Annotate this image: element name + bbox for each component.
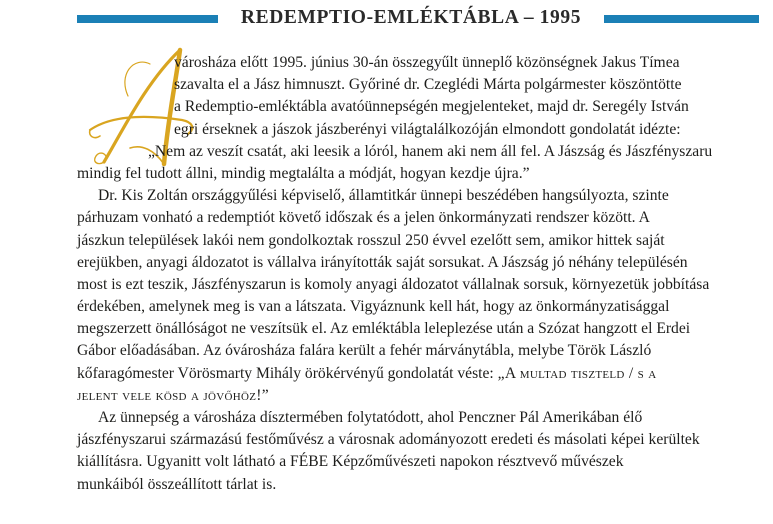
vorosmarty-quote: „A multad tiszteld / s a — [497, 364, 657, 382]
text-line: megszerzett önállóságot ne veszítsük el. Az emléktábla leleplezése után a Szózat hangzott el Erdei — [77, 320, 691, 338]
text-line: „Nem az veszít csatát, aki leesik a lóról, hanem aki nem áll fel. A Jászság és Jászfényszaru — [148, 142, 713, 160]
text-line: Dr. Kis Zoltán országgyűlési képviselő, államtitkár ünnepi beszédében hangsúlyozta, szinte — [98, 187, 669, 205]
text-line: munkáiból összeállított tárlat is. — [77, 475, 277, 493]
text-line: kiállításra. Ugyanitt volt látható a FÉBE Képzőművészeti napokon résztvevő művészek — [77, 453, 624, 471]
article-body — [77, 52, 751, 496]
text-line: jászfényszarui származású festőművész a városnak adományozott eredeti és másolati képei kerültek — [77, 431, 700, 449]
text-line: a Redemptio-emléktábla avatóünnepségén megjelenteket, majd dr. Seregély István — [174, 98, 689, 116]
text-line — [77, 363, 751, 385]
header-rule-left — [77, 15, 218, 23]
text-segment: kőfaragómester Vörösmarty Mihály örökérvényű gondolatát véste: — [77, 364, 494, 382]
text-line: városháza előtt 1995. június 30-án összegyűlt ünneplő közönségnek Jakus Tímea — [174, 54, 680, 71]
page-title: REDEMPTIO-EMLÉKTÁBLA – 1995 — [240, 7, 582, 28]
text-line: mindig fel tudott állni, mindig megtalálta a módját, hogyan kezdje újra.” — [77, 164, 530, 182]
text-line: erejükben, anyagi áldozatot is vállalva irányították saját sorsukat. A Jászság jó néhány településén — [77, 253, 688, 271]
text-line: egri érseknek a jászok jászberényi világtalálkozóján elmondott gondolatát idézte: — [174, 120, 681, 138]
text-line: párhuzam vonható a redemptiót követő időszak és a jelen önkormányzati rendszer között. A — [77, 209, 650, 227]
header-rule-right — [604, 15, 759, 23]
page-header — [0, 6, 773, 30]
text-line: jászkun települések lakói nem gondolkoztak rosszul 250 évvel ezelőtt sem, amikor hittek saját — [77, 231, 665, 249]
text-line: Gábor előadásában. Az óvárosháza falára került a fehér márványtábla, melybe Török László — [77, 342, 652, 360]
text-line: érdekében, amelynek meg is van a látszata. Vigyáznunk kell hát, hogy az önkormányzatisággal — [77, 298, 670, 316]
text-line: most is ezt teszik, Jászfényszarun is komoly anyagi áldozatot vállalnak sorsuk, környezetük jobbítása — [77, 275, 710, 293]
text-line: szavalta el a Jász himnuszt. Győriné dr. Czeglédi Márta polgármester köszöntötte — [174, 76, 682, 94]
vorosmarty-quote-continued: jelent vele kösd a jövőhöz!” — [77, 386, 269, 404]
text-line: Az ünnepség a városháza dísztermében folytatódott, ahol Penczner Pál Amerikában élő — [98, 409, 643, 426]
